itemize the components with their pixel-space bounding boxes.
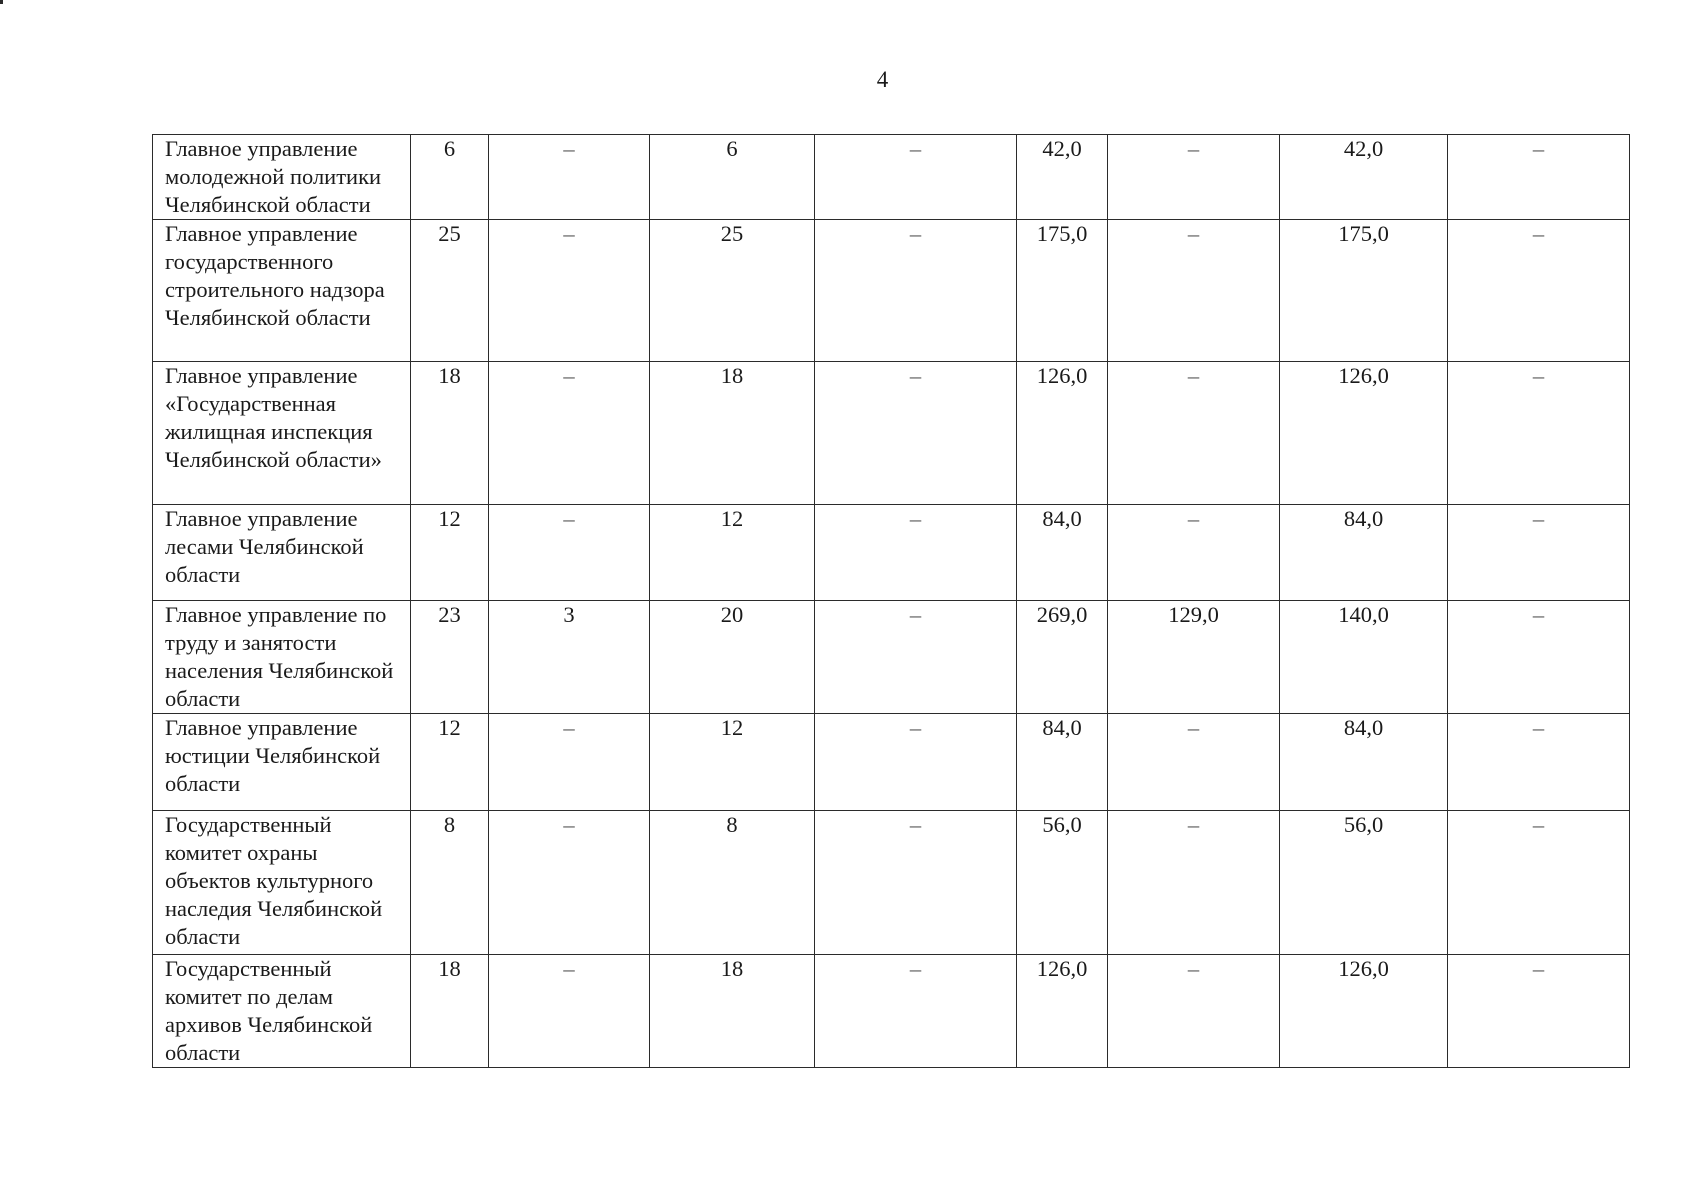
value-cell: – [815, 135, 1017, 220]
value-cell: – [1108, 714, 1280, 811]
value-cell: 84,0 [1017, 714, 1108, 811]
value-cell: 84,0 [1280, 714, 1448, 811]
table-row [153, 220, 1630, 362]
value-cell: 3 [489, 601, 650, 714]
page-number: 4 [876, 67, 889, 92]
value-cell: – [1448, 714, 1630, 811]
value-cell: 42,0 [1017, 135, 1108, 220]
value-cell: 23 [411, 601, 489, 714]
value-cell: – [1108, 362, 1280, 505]
value-cell: – [815, 955, 1017, 1068]
value-cell: 6 [411, 135, 489, 220]
table-row [153, 601, 1630, 714]
value-cell: – [1108, 955, 1280, 1068]
value-cell: – [489, 135, 650, 220]
value-cell: – [1108, 811, 1280, 955]
table-row [153, 714, 1630, 811]
value-cell: – [815, 505, 1017, 601]
value-cell: 18 [650, 955, 815, 1068]
organization-name-cell: Главное управление лесами Челябинской области [153, 505, 411, 601]
value-cell: – [1448, 601, 1630, 714]
value-cell: 42,0 [1280, 135, 1448, 220]
value-cell: 18 [650, 362, 815, 505]
value-cell: 126,0 [1280, 955, 1448, 1068]
value-cell: 25 [411, 220, 489, 362]
value-cell: – [815, 220, 1017, 362]
organization-name-cell: Главное управление государственного строительного надзора Челябинской области [153, 220, 411, 362]
value-cell: – [489, 955, 650, 1068]
organization-name-cell: Государственный комитет по делам архивов Челябинской области [153, 955, 411, 1068]
value-cell: 8 [650, 811, 815, 955]
value-cell: 25 [650, 220, 815, 362]
table-row [153, 811, 1630, 955]
value-cell: 126,0 [1280, 362, 1448, 505]
value-cell: 126,0 [1017, 955, 1108, 1068]
value-cell: – [489, 220, 650, 362]
value-cell: – [489, 362, 650, 505]
value-cell: – [815, 714, 1017, 811]
table-row [153, 955, 1630, 1068]
value-cell: 175,0 [1017, 220, 1108, 362]
value-cell: 56,0 [1280, 811, 1448, 955]
organization-name-cell: Главное управление по труду и занятости населения Челябинской области [153, 601, 411, 714]
value-cell: – [489, 811, 650, 955]
table-body [153, 135, 1630, 1068]
value-cell: – [1448, 362, 1630, 505]
value-cell: – [1108, 220, 1280, 362]
value-cell: 140,0 [1280, 601, 1448, 714]
value-cell: – [1448, 811, 1630, 955]
value-cell: – [1448, 220, 1630, 362]
value-cell: – [815, 811, 1017, 955]
value-cell: 18 [411, 362, 489, 505]
table-row [153, 505, 1630, 601]
value-cell: – [815, 362, 1017, 505]
value-cell: – [815, 601, 1017, 714]
data-table [152, 134, 1630, 1068]
value-cell: 20 [650, 601, 815, 714]
value-cell: 6 [650, 135, 815, 220]
organization-name-cell: Главное управление «Государственная жилищная инспекция Челябинской области» [153, 362, 411, 505]
value-cell: – [1448, 135, 1630, 220]
value-cell: – [489, 505, 650, 601]
value-cell: 12 [411, 505, 489, 601]
value-cell: 12 [650, 505, 815, 601]
organization-name-cell: Государственный комитет охраны объектов культурного наследия Челябинской области [153, 811, 411, 955]
value-cell: 269,0 [1017, 601, 1108, 714]
scan-edge-mark [0, 0, 3, 4]
value-cell: 12 [650, 714, 815, 811]
organization-name-cell: Главное управление молодежной политики Челябинской области [153, 135, 411, 220]
value-cell: – [1448, 955, 1630, 1068]
value-cell: 56,0 [1017, 811, 1108, 955]
table-row [153, 135, 1630, 220]
value-cell: 175,0 [1280, 220, 1448, 362]
value-cell: 84,0 [1017, 505, 1108, 601]
organization-name-cell: Главное управление юстиции Челябинской области [153, 714, 411, 811]
value-cell: – [1108, 135, 1280, 220]
value-cell: 8 [411, 811, 489, 955]
value-cell: 12 [411, 714, 489, 811]
table-row [153, 362, 1630, 505]
value-cell: 18 [411, 955, 489, 1068]
value-cell: 84,0 [1280, 505, 1448, 601]
value-cell: – [489, 714, 650, 811]
value-cell: – [1448, 505, 1630, 601]
value-cell: 126,0 [1017, 362, 1108, 505]
value-cell: – [1108, 505, 1280, 601]
value-cell: 129,0 [1108, 601, 1280, 714]
